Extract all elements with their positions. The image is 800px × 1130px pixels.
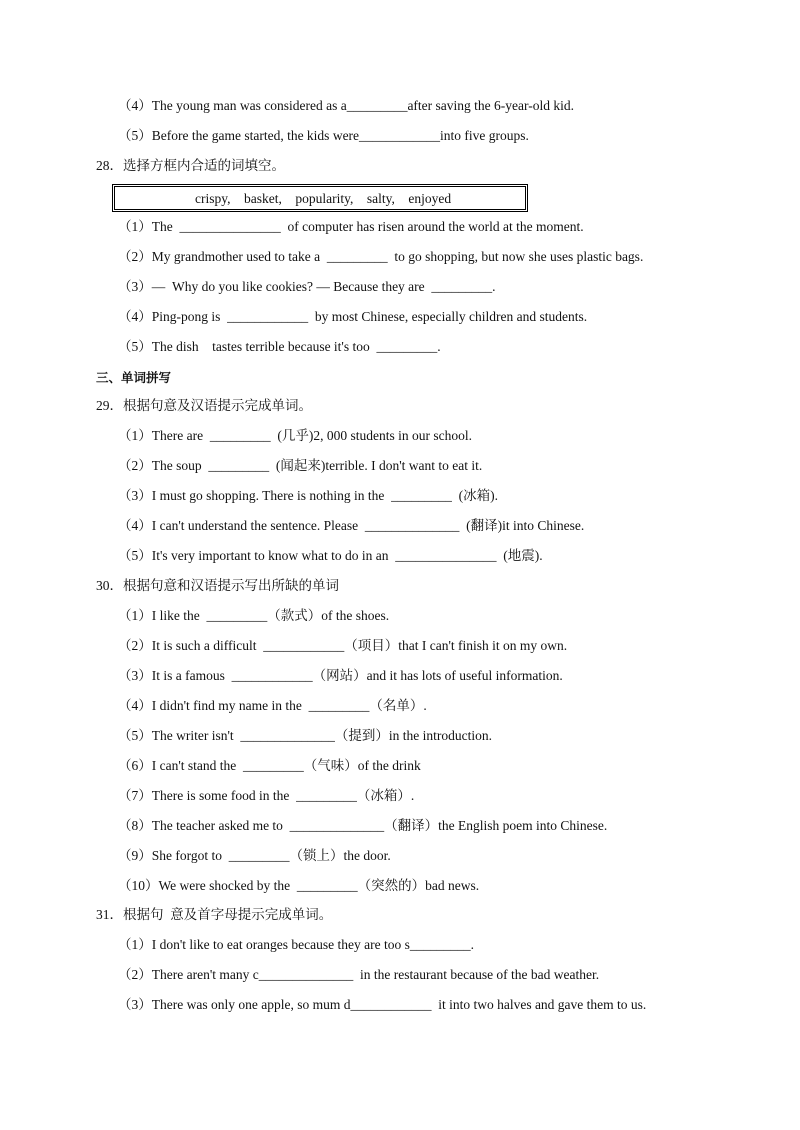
question-item: （1）I don't like to eat oranges because they are too s_________. — [118, 937, 474, 952]
question-item: （1）I like the _________（款式）of the shoes. — [118, 608, 390, 623]
question-heading: 30．根据句意和汉语提示写出所缺的单词 — [96, 578, 339, 593]
question-item: （3）There was only one apple, so mum d____________ it into two halves and gave them to us. — [118, 997, 647, 1012]
question-item: （1）The _______________ of computer has risen around the world at the moment. — [118, 219, 584, 234]
question-item: （2）The soup _________ (闻起来)terrible. I don't want to eat it. — [118, 458, 483, 473]
question-item: （4）I didn't find my name in the _________（名单）. — [118, 698, 427, 713]
question-item: （5）The dish tastes terrible because it's too _________. — [118, 339, 441, 354]
word-box-words: crispy, basket, popularity, salty, enjoyed — [195, 191, 452, 206]
question-item: （8）The teacher asked me to ______________（翻译）the English poem into Chinese. — [118, 818, 608, 833]
question-item: （2）My grandmother used to take a _________ to go shopping, but now she uses plastic bags. — [118, 249, 644, 264]
question-heading: 29．根据句意及汉语提示完成单词。 — [96, 398, 312, 413]
question-item: （7）There is some food in the _________（冰箱）. — [118, 788, 415, 803]
question-heading: 28．选择方框内合适的词填空。 — [96, 158, 285, 173]
question-item: （10）We were shocked by the _________（突然的）bad news. — [118, 878, 480, 893]
question-heading: 31．根据句 意及首字母提示完成单词。 — [96, 907, 333, 922]
question-item: （3）It is a famous ____________（网站）and it has lots of useful information. — [118, 668, 563, 683]
question-item: （4）I can't understand the sentence. Please ______________ (翻译)it into Chinese. — [118, 518, 585, 533]
question-item: （4）Ping-pong is ____________ by most Chinese, especially children and students. — [118, 309, 588, 324]
word-box — [112, 184, 528, 212]
question-item: （5）Before the game started, the kids were____________into five groups. — [118, 128, 529, 143]
question-item: （4）The young man was considered as a_________after saving the 6-year-old kid. — [118, 98, 574, 113]
question-item: （1）There are _________ (几乎)2, 000 students in our school. — [118, 428, 472, 443]
section-title: 三、单词拼写 — [96, 370, 172, 385]
question-item: （3）— Why do you like cookies? — Because they are _________. — [118, 279, 496, 294]
question-item: （2）It is such a difficult ____________（项目）that I can't finish it on my own. — [118, 638, 568, 653]
question-item: （5）It's very important to know what to do in an _______________ (地震). — [118, 548, 543, 563]
question-item: （2）There aren't many c______________ in the restaurant because of the bad weather. — [118, 967, 600, 982]
question-item: （5）The writer isn't ______________（提到）in the introduction. — [118, 728, 493, 743]
question-item: （9）She forgot to _________（锁上）the door. — [118, 848, 391, 863]
question-item: （6）I can't stand the _________（气味）of the drink — [118, 758, 421, 773]
question-item: （3）I must go shopping. There is nothing in the _________ (冰箱). — [118, 488, 498, 503]
